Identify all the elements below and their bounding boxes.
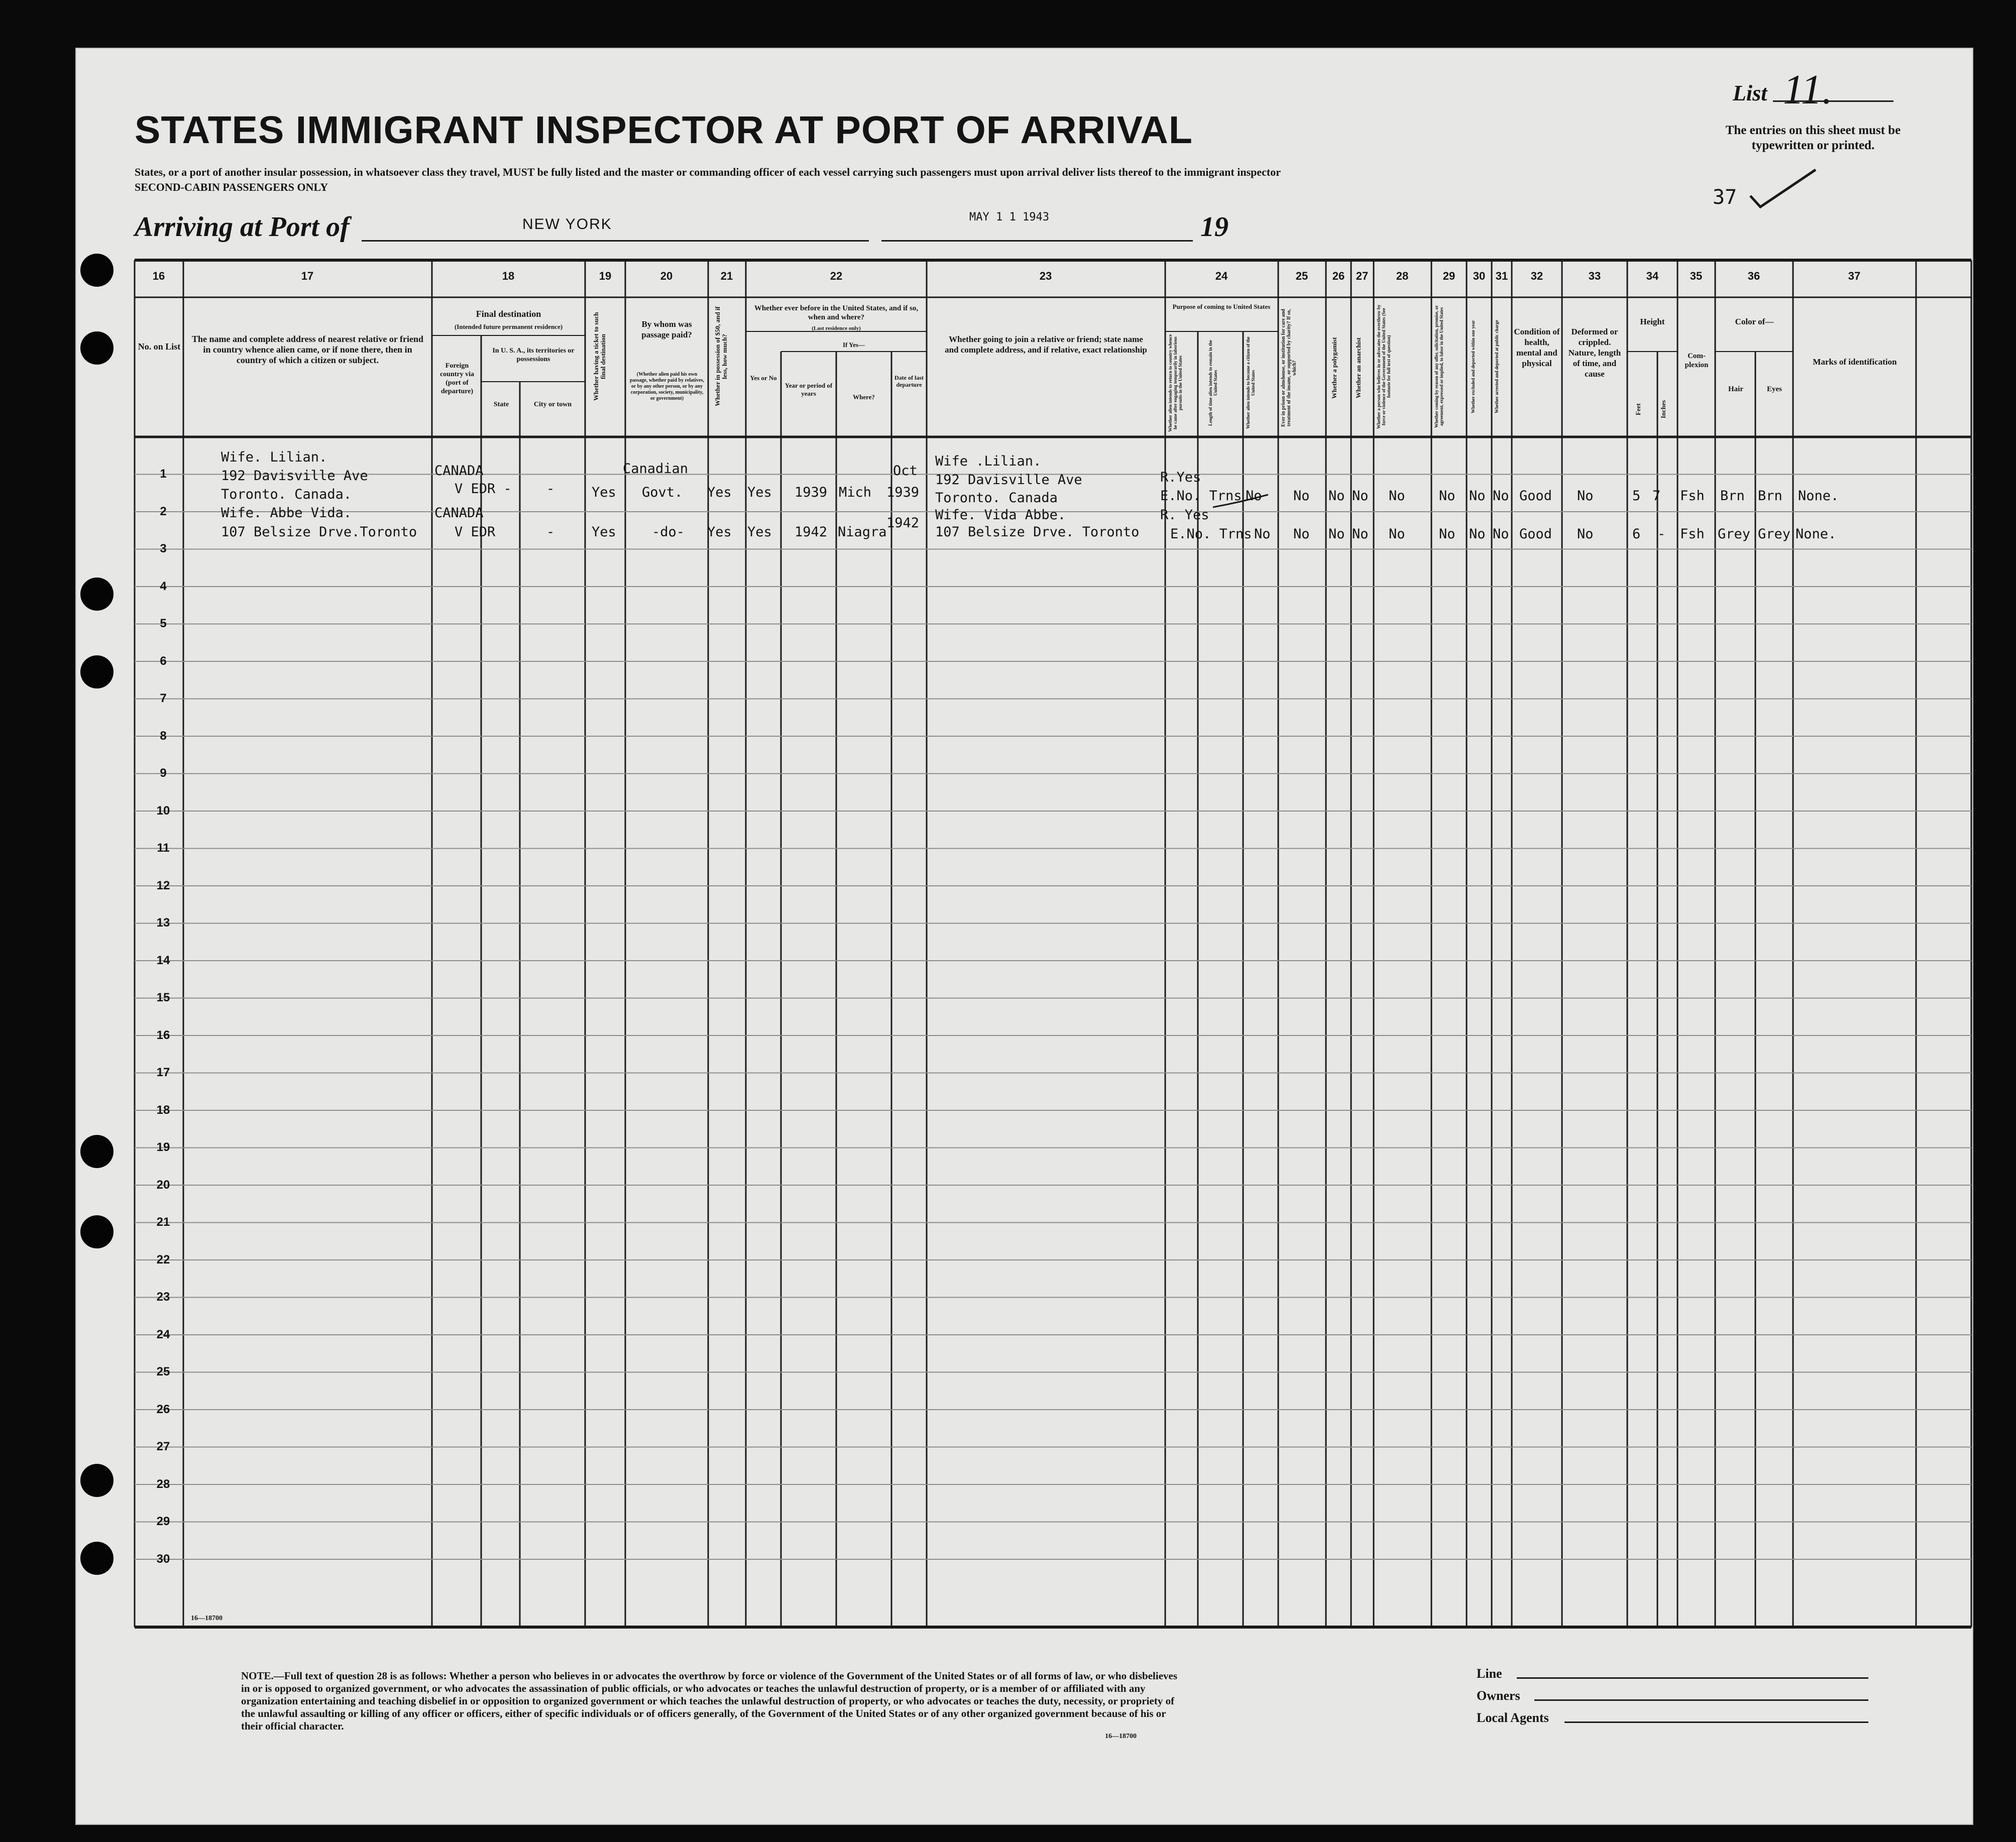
row2-q30: No [1469, 526, 1486, 542]
row1-deformed: No [1577, 488, 1594, 504]
row-number: 20 [156, 1178, 170, 1192]
header-money: Whether in possession of $50, and if less, how much? [714, 306, 728, 407]
row-number: 19 [156, 1140, 170, 1154]
row1-foreign-country: CANADA [434, 463, 484, 479]
row1-ticket: Yes [592, 485, 616, 500]
row-number: 15 [156, 991, 170, 1004]
header-q29: Whether coming by reason of any offer, solicitation, promise, or agreement, expressed or implied, to labor in the United States [1434, 305, 1444, 428]
row-number: 4 [160, 579, 167, 593]
row1-passage-line2: Govt. [642, 485, 683, 500]
port-value: NEW YORK [522, 216, 612, 233]
row1-relative-line2: 192 Davisville Ave [221, 468, 368, 484]
header-yes-no: Yes or No [750, 374, 777, 382]
header-color-of: Color of— [1735, 317, 1774, 326]
row1-marks: None. [1798, 488, 1839, 504]
header-complexion: Com-plexion [1685, 352, 1709, 369]
header-final-destination: Final destination [476, 309, 541, 319]
col-num-35: 35 [1690, 270, 1703, 282]
form-code-footer: 16—18700 [1105, 1733, 1137, 1740]
header-before-note: (Last residence only) [812, 325, 861, 331]
agents-underline [1564, 1721, 1868, 1723]
row2-deformed: No [1577, 526, 1594, 542]
row2-eyes: Grey [1758, 526, 1791, 542]
row-number: 8 [160, 729, 167, 743]
header-height: Height [1640, 317, 1665, 326]
col-num-20: 20 [660, 270, 673, 282]
question-28-note: NOTE.—Full text of question 28 is as follows: Whether a person who believes in or advocates the overthrow by force or violence of the Government of the United States or of all forms of law, or who disbelieves in or is opposed to organized government, or who advocates the assassination of public officials, or who advocates or teaches the unlawful destruction of property, or is a member of or affiliated with any organization entertaining and teaching disbelief in or opposition to organized government or which teaches the unlawful destruction of property, or who advocates or teaches the duty, necessity, or propriety of the unlawful assaulting or killing of any officer or officers, either of specific individuals or of officers generally, of the Government of the United States or of any other organized government because of his or their official character. [241, 1670, 1178, 1732]
row-number: 3 [160, 542, 167, 555]
row2-relative-line2: 107 Belsize Drve.Toronto [221, 524, 417, 540]
row1-q28: No [1389, 488, 1405, 504]
header-purpose-return: Whether alien intends to return to country whence he came after engaging temporarily in laborious pursuits in the United States [1168, 334, 1183, 432]
row2-relative-line1: Wife. Abbe Vida. [221, 505, 352, 521]
header-passage-paid: By whom was passage paid? [641, 319, 692, 339]
row-number: 29 [156, 1515, 170, 1528]
row1-purpose-return: R.Yes [1160, 470, 1201, 485]
col-num-31: 31 [1495, 270, 1508, 282]
row-number: 27 [156, 1440, 170, 1453]
row-number: 16 [156, 1028, 170, 1042]
class-label: SECOND-CABIN PASSENGERS ONLY [135, 181, 328, 193]
row-number: 21 [156, 1215, 170, 1229]
row2-hair: Grey [1718, 526, 1751, 542]
header-in-usa: In U. S. A., its territories or possessions [492, 347, 575, 363]
row2-departure-year: 1942 [886, 515, 920, 531]
col-num-22: 22 [830, 270, 843, 282]
row2-foreign-country: CANADA [434, 505, 484, 521]
row-number: 30 [156, 1552, 170, 1566]
row1-joining-line1: Wife .Lilian. [935, 453, 1042, 469]
header-marks: Marks of identification [1813, 357, 1897, 367]
row2-joining-line2: 107 Belsize Drve. Toronto [935, 524, 1140, 540]
row-number: 6 [160, 654, 167, 668]
row1-q27: No [1352, 488, 1369, 504]
row-number: 11 [157, 841, 170, 855]
form-code: 16—18700 [191, 1615, 222, 1622]
header-joining: Whether going to join a relative or friend; state name and complete address, and if relative, exact relationship [945, 334, 1147, 355]
header-final-destination-note: (Intended future permanent residence) [454, 323, 563, 330]
row1-departure-year: 1939 [886, 485, 920, 500]
col-num-23: 23 [1039, 270, 1052, 282]
row1-departure-month: Oct [893, 463, 918, 479]
row2-q26: No [1328, 526, 1345, 542]
line-label: Line [1477, 1666, 1502, 1681]
row2-q29: No [1439, 526, 1455, 542]
header-hair: Hair [1728, 385, 1743, 393]
row1-joining-line2: 192 Davisville Ave [935, 472, 1082, 488]
col-num-26: 26 [1332, 270, 1345, 282]
row2-q28: No [1389, 526, 1405, 542]
row2-state: V EDR [455, 524, 496, 540]
row2-city: - [546, 524, 555, 540]
row1-q30: No [1469, 488, 1486, 504]
row2-where: Niagra [838, 524, 887, 540]
header-purpose-citizen: Whether alien intends to become a citizen of the United States [1246, 336, 1256, 429]
col-num-25: 25 [1295, 270, 1308, 282]
row1-state: V EDR - [455, 481, 512, 497]
row-number: 17 [156, 1066, 170, 1079]
row1-joining-line3: Toronto. Canada [935, 490, 1058, 506]
sheet-mark: 37 [1713, 186, 1737, 209]
header-condition: Condition of health, mental and physical [1514, 327, 1560, 368]
row1-before: Yes [747, 485, 772, 500]
row-number: 23 [156, 1290, 170, 1304]
col-num-17: 17 [301, 270, 314, 282]
header-year-period: Year or period of years [785, 382, 833, 397]
header-if-yes: If Yes— [843, 341, 865, 349]
header-q30: Whether excluded and deported within one year [1471, 320, 1476, 413]
row1-feet: 5 [1632, 488, 1641, 504]
row-number: 2 [160, 504, 167, 518]
row-number: 28 [156, 1477, 170, 1491]
row1-purpose-length: E.No. Trns [1160, 488, 1242, 504]
list-label: List [1733, 81, 1767, 105]
col-num-29: 29 [1442, 270, 1455, 282]
header-foreign-country: Foreign country via (port of departure) [439, 362, 475, 395]
header-purpose-length: Length of time alien intends to remain in the United States [1208, 340, 1218, 426]
row2-ticket: Yes [592, 524, 616, 540]
header-nearest-relative: The name and complete address of nearest relative or friend in country whence alien came, or if none there, then in country of which a citizen or subject. [191, 334, 424, 365]
row2-feet: 6 [1632, 526, 1641, 542]
row1-passage-line1: Canadian [623, 461, 689, 477]
header-q28: Whether a person who believes in or advocates the overthrow by force or violence of the Government of the United States (See footnote for full text of question) [1376, 304, 1391, 429]
header-purpose: Purpose of coming to United States [1172, 303, 1271, 310]
header-city: City or town [533, 401, 572, 408]
col-num-28: 28 [1396, 270, 1409, 282]
header-feet: Feet [1634, 403, 1642, 415]
header-date-departure: Date of last departure [894, 374, 924, 388]
row2-citizen: No [1254, 526, 1271, 542]
header-where: Where? [853, 393, 875, 401]
line-underline [1517, 1677, 1868, 1679]
row1-q26: No [1328, 488, 1345, 504]
date-stamp: MAY 1 1 1943 [969, 211, 1049, 223]
agents-label: Local Agents [1477, 1710, 1549, 1725]
row2-money: Yes [707, 524, 732, 540]
row-number: 10 [156, 803, 170, 818]
row-number: 12 [156, 878, 170, 892]
row1-q31: No [1493, 488, 1509, 504]
row2-health: Good [1519, 526, 1552, 542]
owners-label: Owners [1477, 1688, 1520, 1703]
port-label: Arriving at Port of [135, 211, 350, 243]
row2-year: 1942 [795, 524, 828, 540]
row2-inches: - [1657, 526, 1666, 542]
header-passage-note: (Whether alien paid his own passage, whether paid by relatives, or by any other person, or by any corporation, society, municipality, or government) [630, 372, 704, 401]
row1-money: Yes [707, 485, 732, 500]
header-no-on-list: No. on List [138, 341, 181, 352]
header-prison: Ever in prison or almshouse, or institution for care and treatment of the insane, or supported by charity? If so, which? [1281, 309, 1297, 427]
form-title: STATES IMMIGRANT INSPECTOR AT PORT OF ARRIVAL [135, 108, 1193, 152]
row2-q27: No [1352, 526, 1369, 542]
list-number: 11. [1783, 66, 1833, 113]
row-number: 1 [160, 467, 167, 481]
row2-marks: None. [1796, 526, 1837, 542]
row1-citizen: No [1246, 488, 1262, 504]
row1-relative-line3: Toronto. Canada. [221, 487, 352, 502]
row1-q25: No [1293, 488, 1310, 504]
header-eyes: Eyes [1767, 385, 1782, 393]
row-number: 24 [156, 1327, 170, 1341]
header-polygamist: Whether a polygamist [1330, 337, 1338, 399]
col-num-30: 30 [1473, 270, 1486, 282]
col-num-19: 19 [599, 270, 612, 282]
row1-city: - [546, 481, 555, 497]
row2-before: Yes [747, 524, 772, 540]
col-num-16: 16 [152, 270, 165, 282]
row-number: 22 [156, 1252, 170, 1267]
entries-note: The entries on this sheet must be typewritten or printed. [1725, 124, 1901, 152]
row1-health: Good [1519, 488, 1552, 504]
row-number: 9 [160, 766, 167, 780]
header-anarchist: Whether an anarchist [1355, 337, 1362, 398]
row2-joining-line1: Wife. Vida Abbe. [935, 507, 1066, 523]
col-num-36: 36 [1747, 270, 1760, 282]
col-num-37: 37 [1848, 270, 1861, 282]
header-inches: Inches [1659, 400, 1667, 419]
header-state: State [493, 401, 509, 408]
form-subtitle: States, or a port of another insular possession, in whatsoever class they travel, MUST be fully listed and the master or commanding officer of each vessel carrying such passengers must upon arrival deliver lists thereof to the immigrant inspector [135, 166, 1281, 178]
col-num-27: 27 [1356, 270, 1369, 282]
col-num-33: 33 [1588, 270, 1601, 282]
row2-q31: No [1493, 526, 1509, 542]
row-number: 7 [160, 692, 167, 705]
row-number: 18 [156, 1103, 170, 1117]
row1-q29: No [1439, 488, 1455, 504]
col-num-24: 24 [1215, 270, 1228, 282]
owners-underline [1534, 1699, 1868, 1701]
header-q31: Whether arrested and deported at public charge [1494, 320, 1499, 413]
row1-complexion: Fsh [1680, 488, 1705, 504]
row1-inches: 7 [1652, 488, 1661, 504]
year-prefix: 19 [1200, 211, 1228, 243]
row1-where: Mich [839, 485, 872, 500]
row1-hair: Brn [1720, 488, 1745, 504]
row2-complexion: Fsh [1680, 526, 1705, 542]
row1-year: 1939 [795, 485, 828, 500]
col-num-34: 34 [1646, 270, 1659, 282]
row2-purpose-length: E.No. Trns [1170, 526, 1252, 542]
header-deformed: Deformed or crippled. Nature, length of time, and cause [1568, 327, 1621, 379]
row-number: 13 [156, 916, 170, 930]
col-num-18: 18 [502, 270, 515, 282]
row1-relative-line1: Wife. Lilian. [221, 449, 327, 465]
col-num-21: 21 [720, 270, 733, 282]
row-number: 14 [156, 953, 170, 967]
header-before-in-us: Whether ever before in the United States, and if so, when and where? [754, 304, 919, 321]
row-number: 5 [160, 617, 167, 630]
row2-q25: No [1293, 526, 1310, 542]
row-number: 25 [156, 1365, 170, 1378]
header-ticket: Whether having a ticket to such final destination [592, 312, 607, 401]
row-number: 26 [156, 1402, 170, 1416]
row2-purpose-return: R. Yes [1160, 507, 1209, 523]
col-num-32: 32 [1530, 270, 1543, 282]
row1-eyes: Brn [1758, 488, 1782, 504]
row2-passage: -do- [652, 524, 685, 540]
